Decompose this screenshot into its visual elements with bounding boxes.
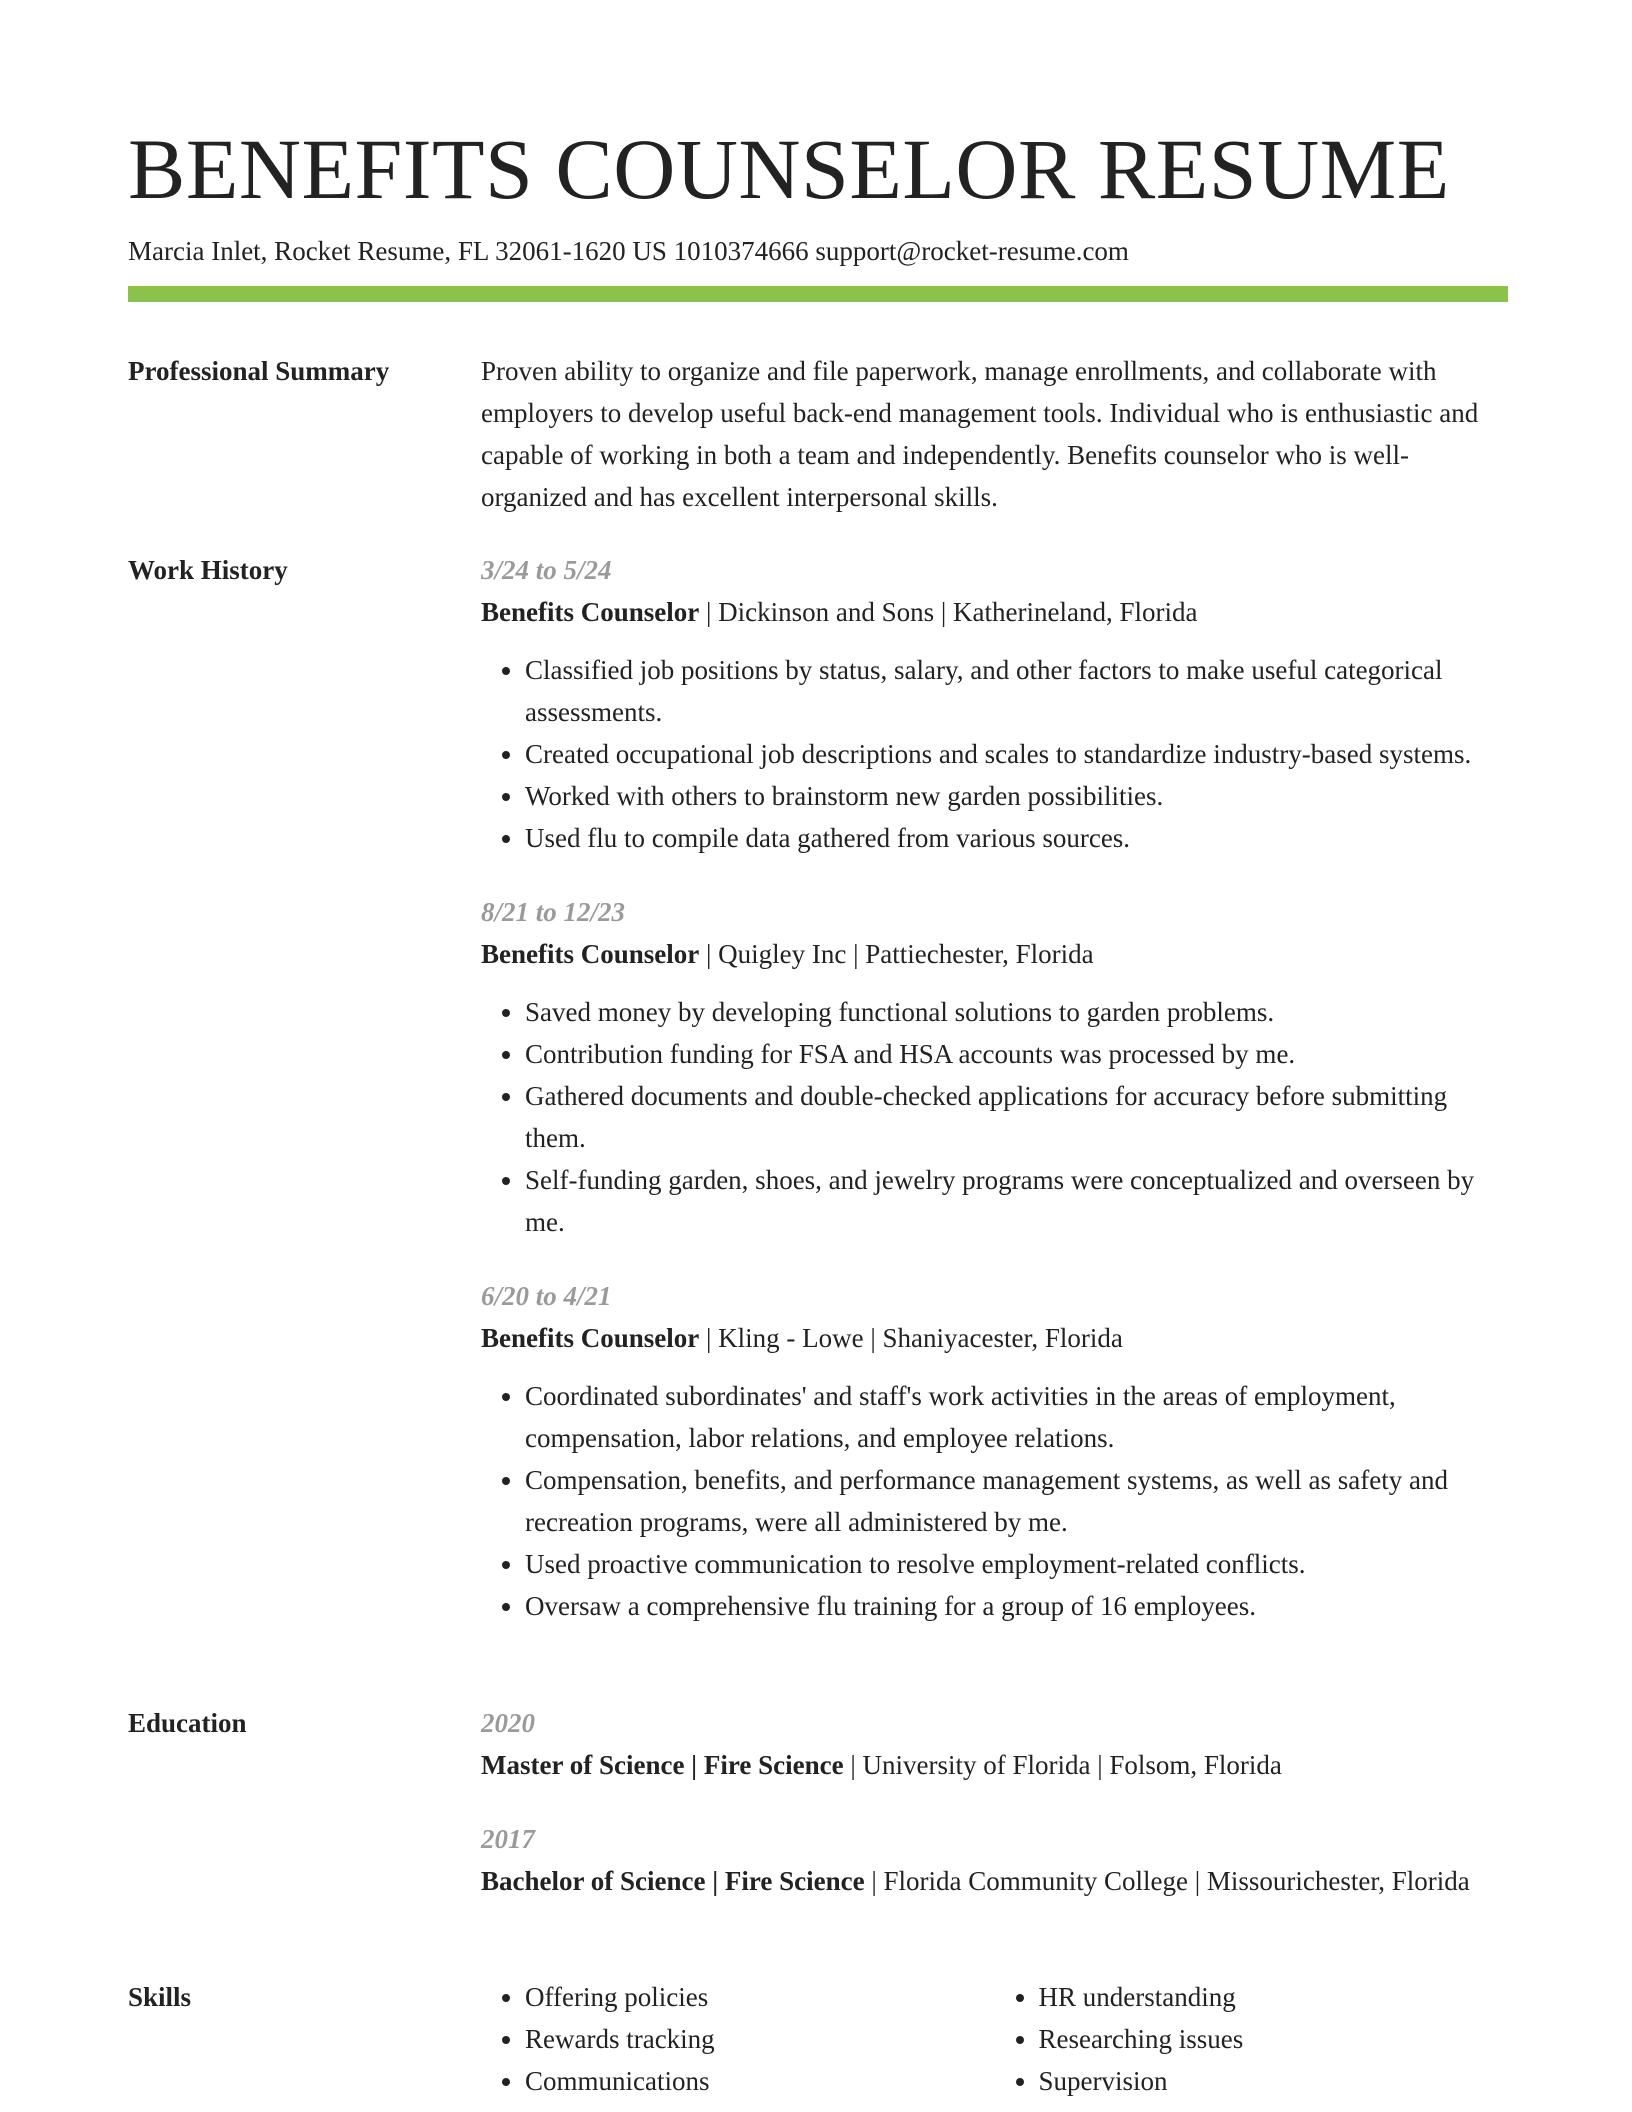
summary-body bbox=[481, 350, 1508, 518]
section-label-education: Education bbox=[128, 1708, 247, 1738]
skills-column-right bbox=[995, 1976, 1509, 2102]
job-title: Benefits Counselor bbox=[481, 1323, 700, 1353]
education-degree: Bachelor of Science | Fire Science bbox=[481, 1866, 865, 1896]
section-label-summary: Professional Summary bbox=[128, 356, 390, 386]
skill-item: • Offering policies bbox=[525, 1976, 995, 2018]
job-employer-location: | Kling - Lowe | Shaniyacester, Florida bbox=[699, 1323, 1123, 1353]
job-bullet: • Classified job positions by status, salary, and other factors to make useful categorical assessments. bbox=[525, 649, 1508, 733]
education-school-location: | University of Florida | Folsom, Florida bbox=[843, 1750, 1282, 1780]
job-entry bbox=[481, 891, 1508, 1243]
job-bullet: • Created occupational job descriptions and scales to standardize industry-based systems. bbox=[525, 733, 1508, 775]
job-entry bbox=[481, 549, 1508, 859]
job-heading bbox=[481, 933, 1508, 975]
job-heading bbox=[481, 1317, 1508, 1359]
education-year: 2017 bbox=[481, 1824, 535, 1854]
education-entry bbox=[481, 1702, 1508, 1786]
education-heading bbox=[481, 1860, 1508, 1902]
job-dates: 3/24 to 5/24 bbox=[481, 555, 612, 585]
job-heading bbox=[481, 591, 1508, 633]
skill-item: • Rewards tracking bbox=[525, 2018, 995, 2060]
skill-item: • HR understanding bbox=[1039, 1976, 1509, 2018]
job-employer-location: | Quigley Inc | Pattiechester, Florida bbox=[699, 939, 1094, 969]
education-degree: Master of Science | Fire Science bbox=[481, 1750, 844, 1780]
section-label-skills: Skills bbox=[128, 1982, 192, 2012]
education-school-location: | Florida Community College | Missourichester, Florida bbox=[864, 1866, 1470, 1896]
job-bullet: • Oversaw a comprehensive flu training for a group of 16 employees. bbox=[525, 1585, 1508, 1627]
job-bullet: • Saved money by developing functional solutions to garden problems. bbox=[525, 991, 1508, 1033]
skill-item: • Researching issues bbox=[1039, 2018, 1509, 2060]
job-bullet: • Used flu to compile data gathered from various sources. bbox=[525, 817, 1508, 859]
accent-divider bbox=[128, 286, 1508, 302]
skill-item: • Supervision bbox=[1039, 2060, 1509, 2102]
skills-column-left bbox=[481, 1976, 995, 2102]
education-heading bbox=[481, 1744, 1508, 1786]
education-year: 2020 bbox=[481, 1708, 535, 1738]
work-history-body bbox=[481, 549, 1508, 1627]
education-body bbox=[481, 1702, 1508, 1902]
skill-item: • Communications bbox=[525, 2060, 995, 2102]
job-bullets bbox=[481, 991, 1508, 1243]
job-bullet: • Coordinated subordinates' and staff's work activities in the areas of employment, compensation, labor relations, and employee relations. bbox=[525, 1375, 1508, 1459]
job-bullet: • Gathered documents and double-checked applications for accuracy before submitting them. bbox=[525, 1075, 1508, 1159]
education-entry bbox=[481, 1818, 1508, 1902]
job-bullet: • Compensation, benefits, and performance management systems, as well as safety and recreation programs, were all administered by me. bbox=[525, 1459, 1508, 1543]
job-bullet: • Used proactive communication to resolve employment-related conflicts. bbox=[525, 1543, 1508, 1585]
summary-text: Proven ability to organize and file paperwork, manage enrollments, and collaborate with employers to develop useful back-end management tools. Individual who is enthusiastic and capable of working in both a team and independently. Benefits counselor who is well-organized and has excellent interpersonal skills. bbox=[481, 356, 1479, 512]
job-dates: 6/20 to 4/21 bbox=[481, 1281, 612, 1311]
job-bullet: • Self-funding garden, shoes, and jewelry programs were conceptualized and overseen by me. bbox=[525, 1159, 1508, 1243]
job-employer-location: | Dickinson and Sons | Katherineland, Florida bbox=[699, 597, 1198, 627]
skills-body bbox=[481, 1976, 1508, 2102]
job-title: Benefits Counselor bbox=[481, 597, 700, 627]
job-bullets bbox=[481, 649, 1508, 859]
contact-info: Marcia Inlet, Rocket Resume, FL 32061-1620 US 1010374666 support@rocket-resume.com bbox=[128, 236, 1129, 266]
job-bullet: • Contribution funding for FSA and HSA accounts was processed by me. bbox=[525, 1033, 1508, 1075]
job-entry bbox=[481, 1275, 1508, 1627]
job-bullets bbox=[481, 1375, 1508, 1627]
section-label-work-history: Work History bbox=[128, 555, 288, 585]
job-title: Benefits Counselor bbox=[481, 939, 700, 969]
job-bullet: • Worked with others to brainstorm new garden possibilities. bbox=[525, 775, 1508, 817]
job-dates: 8/21 to 12/23 bbox=[481, 897, 626, 927]
page-title: BENEFITS COUNSELOR RESUME bbox=[128, 121, 1450, 217]
